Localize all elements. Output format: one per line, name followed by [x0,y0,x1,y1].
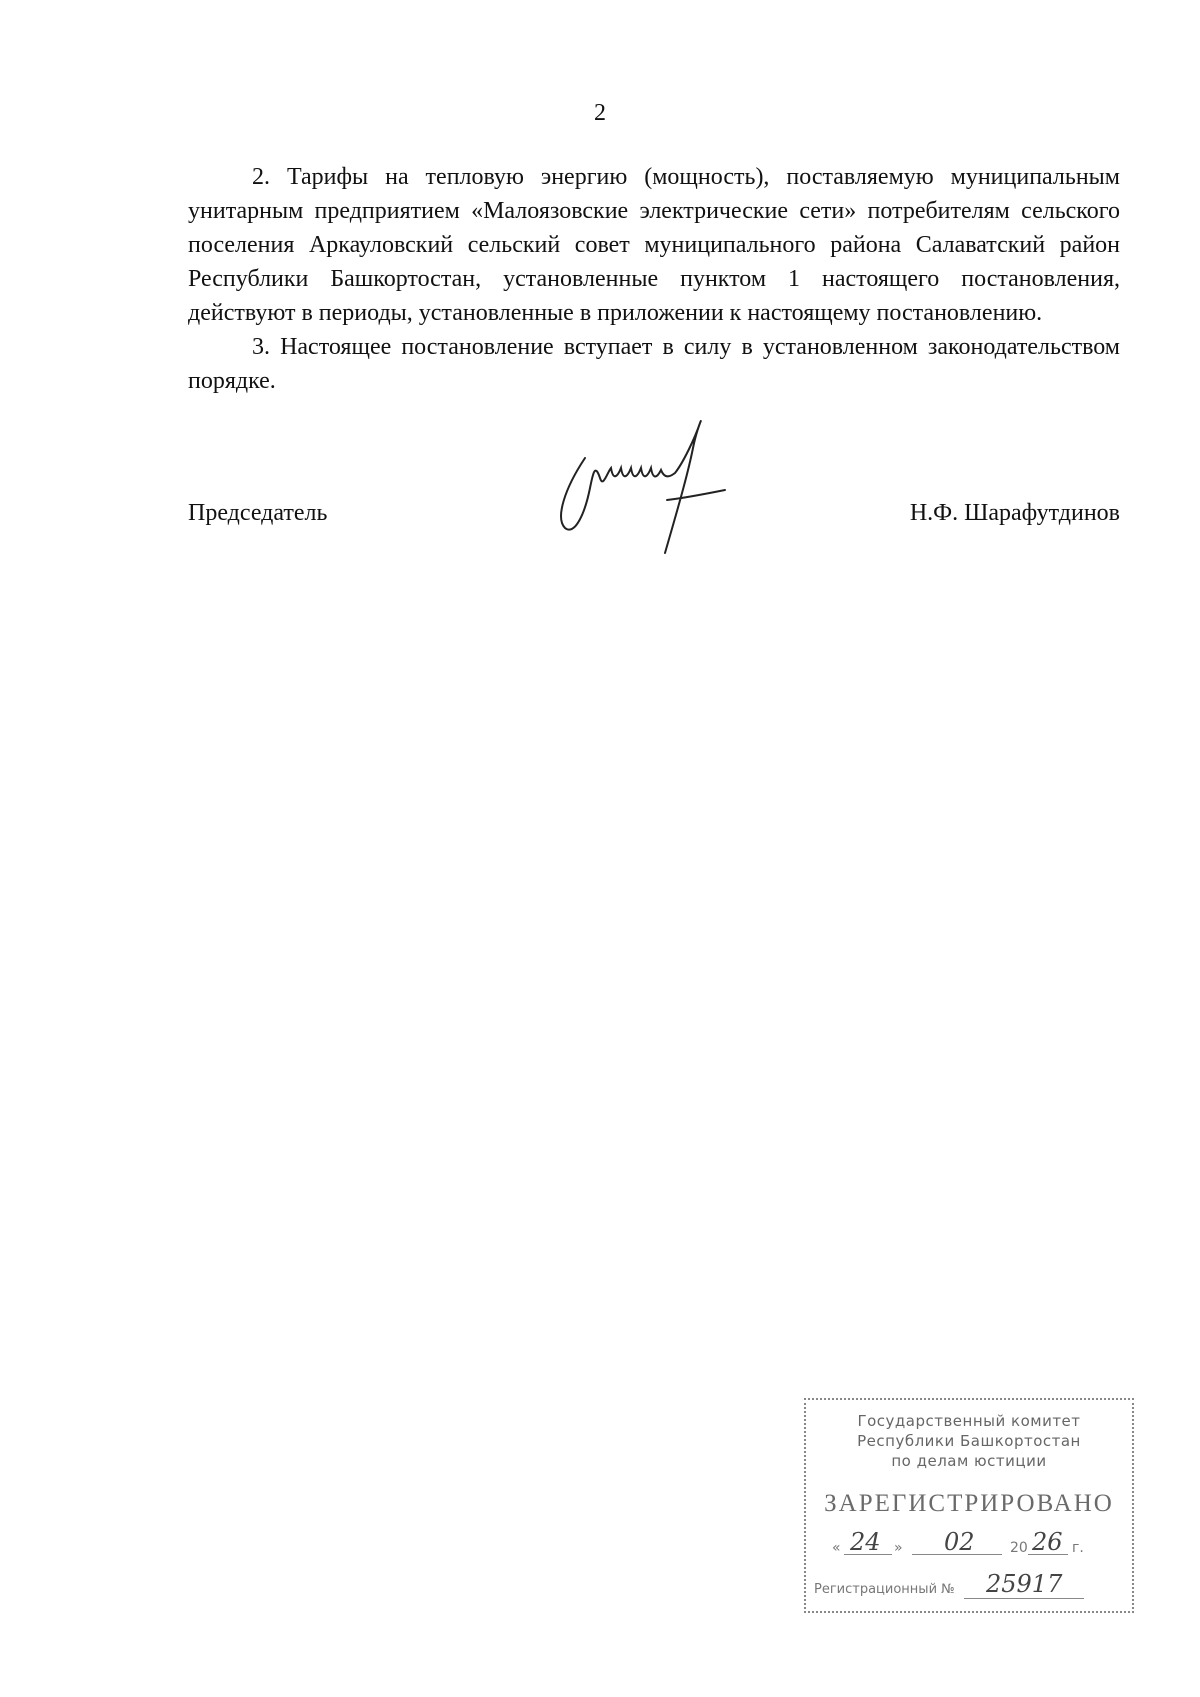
stamp-year-unit: г. [1072,1540,1084,1556]
registration-stamp [804,1398,1134,1613]
signatory-title: Председатель [188,500,328,526]
handwritten-signature [555,418,730,558]
stamp-reg-label: Регистрационный № [814,1582,955,1597]
stamp-reg-underline [964,1598,1084,1599]
stamp-date [832,1528,1122,1566]
stamp-reg-number: 25917 [986,1570,1063,1598]
stamp-month: 02 [944,1528,975,1556]
stamp-quote-close: » [894,1540,903,1556]
stamp-registered-label: ЗАРЕГИСТРИРОВАНО [824,1490,1114,1517]
stamp-day: 24 [850,1528,881,1556]
stamp-year-suffix: 26 [1032,1528,1063,1556]
stamp-quote-open: « [832,1540,841,1556]
signatory-name: Н.Ф. Шарафутдинов [909,500,1120,526]
stamp-year-prefix: 20 [1010,1540,1028,1556]
stamp-authority-line-3: по делам юстиции [891,1452,1047,1470]
stamp-authority-line-1: Государственный комитет [857,1412,1081,1430]
document-body [188,160,1120,398]
paragraph-2: 2. Тарифы на тепловую энергию (мощность), поставляемую муниципальным унитарным предприятием «Малоязовские электрические сети» потребителям сельского поселения Аркауловский сельский совет муниципального района Салаватский район Республики Башкортостан, установленные пунктом 1 настоящего постановления, действуют в периоды, установленные в приложении к настоящему постановлению. [188,164,1120,326]
page-number: 2 [594,100,606,126]
paragraph-3: 3. Настоящее постановление вступает в силу в установленном законодательством порядке. [188,334,1120,394]
stamp-registration-number [814,1570,1124,1606]
stamp-authority-line-2: Республики Башкортостан [857,1432,1081,1450]
